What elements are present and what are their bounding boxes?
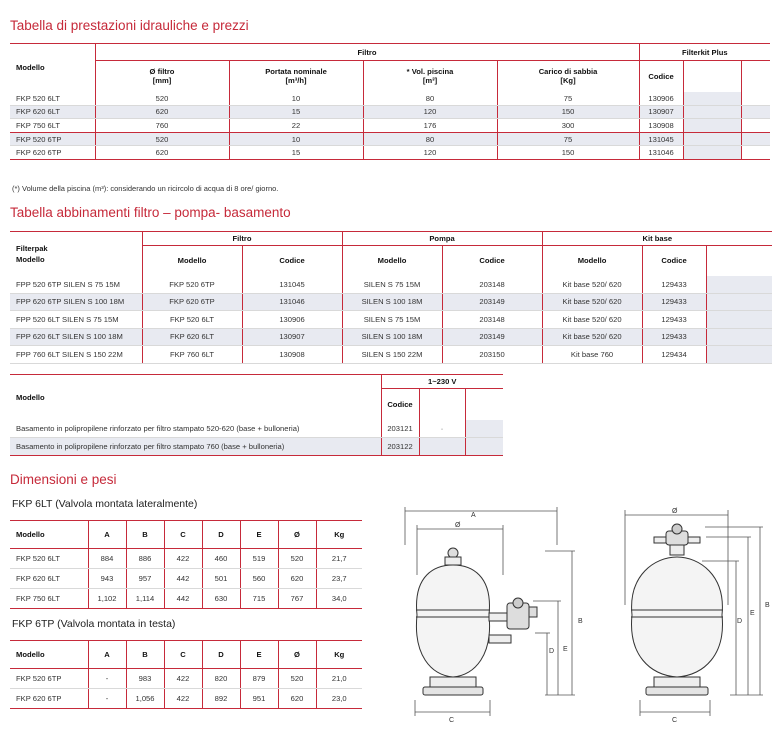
cell-kit-codice: 129433	[642, 276, 706, 294]
dimensions-table-6lt	[10, 520, 362, 609]
cell-pompa-modello: SILEN S 75 15M	[342, 276, 442, 294]
cell-pompa-codice: 203148	[442, 276, 542, 294]
cell-value: FKP 520 6LT	[10, 549, 88, 569]
cell-empty	[706, 293, 772, 311]
group-kit-base: Kit base	[542, 232, 772, 246]
table-row	[10, 328, 772, 346]
cell-empty	[683, 105, 741, 119]
cell-empty	[741, 105, 770, 119]
subtitle-6lt: FKP 6LT (Valvola montata lateralmente)	[12, 498, 198, 510]
performance-table	[10, 43, 770, 160]
dim-e-label: E	[750, 610, 755, 617]
sub-modello: Modello	[142, 246, 242, 276]
group-filterkit: Filterkit Plus	[639, 44, 770, 61]
cell-filterpak: FPP 520 6LT SILEN S 75 15M	[10, 311, 142, 329]
cell-filtro: 520	[95, 132, 229, 146]
cell-value: FKP 520 6TP	[10, 669, 88, 689]
cell-filtro-modello: FKP 520 6TP	[142, 276, 242, 294]
cell-vol: 80	[363, 132, 497, 146]
cell-value: 886	[126, 549, 164, 569]
cell-modello: FKP 750 6LT	[10, 119, 95, 133]
table-row	[10, 346, 772, 364]
col-modello: Modello	[10, 44, 95, 92]
cell-portata: 10	[229, 92, 363, 106]
sub-modello: Modello	[542, 246, 642, 276]
cell-filtro: 520	[95, 92, 229, 106]
table-row	[10, 146, 770, 160]
col-header: Kg	[316, 521, 362, 549]
cell-empty	[683, 146, 741, 160]
cell-value: 820	[202, 669, 240, 689]
cell-filtro-modello: FKP 520 6LT	[142, 311, 242, 329]
cell-value: 21,0	[316, 669, 362, 689]
cell-value: 1,114	[126, 589, 164, 609]
col-header: Ø	[278, 521, 316, 549]
cell-filtro-codice: 130908	[242, 346, 342, 364]
cell-value: FKP 620 6TP	[10, 689, 88, 709]
dim-e-label: E	[563, 646, 568, 653]
cell-empty	[741, 146, 770, 160]
cell-empty	[683, 119, 741, 133]
col-header: Ø	[278, 641, 316, 669]
cell-kit-codice: 129433	[642, 293, 706, 311]
cell-value: 879	[240, 669, 278, 689]
cell-pompa-codice: 203149	[442, 293, 542, 311]
cell-modello: Basamento in polipropilene rinforzato per filtro stampato 520-620 (base + bulloneria)	[10, 420, 381, 438]
table-row	[10, 293, 772, 311]
cell-vol: 176	[363, 119, 497, 133]
cell-filtro-codice: 131046	[242, 293, 342, 311]
cell-value: 21,7	[316, 549, 362, 569]
col-header: D	[202, 641, 240, 669]
table-row	[10, 105, 770, 119]
subtitle-6tp: FKP 6TP (Valvola montata in testa)	[12, 618, 176, 630]
cell-value: 23,0	[316, 689, 362, 709]
table-row	[10, 689, 362, 709]
table-row	[10, 132, 770, 146]
cell-pompa-codice: 203149	[442, 328, 542, 346]
col-header: Modello	[10, 521, 88, 549]
dim-b-label: B	[765, 602, 770, 609]
cell-filterpak: FPP 760 6LT SILEN S 150 22M	[10, 346, 142, 364]
cell-pompa-modello: SILEN S 150 22M	[342, 346, 442, 364]
table-row	[10, 119, 770, 133]
cell-filtro-codice: 131045	[242, 276, 342, 294]
table-row	[10, 569, 362, 589]
sub-codice: Codice	[442, 246, 542, 276]
cell-filterpak: FPP 520 6TP SILEN S 75 15M	[10, 276, 142, 294]
cell-value: 715	[240, 589, 278, 609]
footnote: (*) Volume della piscina (m³): considerando un ricircolo di acqua di 8 ore/ giorno.	[12, 184, 279, 193]
col-header: D	[202, 521, 240, 549]
cell-value: 422	[164, 669, 202, 689]
cell-mark	[419, 438, 465, 456]
dim-c-label: C	[449, 717, 455, 724]
cell-pompa-codice: 203150	[442, 346, 542, 364]
cell-mark: ·	[419, 420, 465, 438]
section-title-prestazioni: Tabella di prestazioni idrauliche e prezzi	[10, 18, 249, 33]
col-codice: Codice	[639, 61, 683, 92]
cell-kit-codice: 129434	[642, 346, 706, 364]
col-carico: Carico di sabbia [Kg]	[497, 61, 639, 92]
cell-value: 442	[164, 589, 202, 609]
cell-value: 892	[202, 689, 240, 709]
table-row	[10, 589, 362, 609]
dim-a-label: A	[471, 512, 476, 519]
cell-value: -	[88, 689, 126, 709]
cell-carico: 75	[497, 92, 639, 106]
cell-filtro-modello: FKP 620 6TP	[142, 293, 242, 311]
cell-value: 34,0	[316, 589, 362, 609]
table-row	[10, 669, 362, 689]
cell-value: 460	[202, 549, 240, 569]
cell-value: 943	[88, 569, 126, 589]
cell-kit-modello: Kit base 760	[542, 346, 642, 364]
cell-empty	[741, 132, 770, 146]
cell-empty	[465, 420, 503, 438]
cell-value: -	[88, 669, 126, 689]
cell-carico: 150	[497, 146, 639, 160]
cell-empty	[706, 346, 772, 364]
cell-pompa-codice: 203148	[442, 311, 542, 329]
cell-vol: 120	[363, 105, 497, 119]
cell-empty	[706, 311, 772, 329]
cell-modello: FKP 620 6LT	[10, 105, 95, 119]
sub-codice: Codice	[642, 246, 706, 276]
group-pompa: Pompa	[342, 232, 542, 246]
table-row	[10, 438, 503, 456]
table-row	[10, 420, 503, 438]
cell-value: 983	[126, 669, 164, 689]
dim-d-label: D	[737, 618, 743, 625]
col-codice: Codice	[381, 389, 419, 420]
cell-portata: 22	[229, 119, 363, 133]
cell-value: 767	[278, 589, 316, 609]
cell-empty	[683, 92, 741, 106]
cell-codice: 131045	[639, 132, 683, 146]
col-header: C	[164, 641, 202, 669]
dim-c-label: C	[672, 717, 678, 724]
cell-vol: 80	[363, 92, 497, 106]
cell-filtro: 760	[95, 119, 229, 133]
cell-value: 1,102	[88, 589, 126, 609]
cell-value: 560	[240, 569, 278, 589]
cell-value: 520	[278, 549, 316, 569]
cell-kit-modello: Kit base 520/ 620	[542, 276, 642, 294]
cell-portata: 15	[229, 146, 363, 160]
cell-value: 519	[240, 549, 278, 569]
cell-codice: 203121	[381, 420, 419, 438]
cell-carico: 150	[497, 105, 639, 119]
cell-filterpak: FPP 620 6TP SILEN S 100 18M	[10, 293, 142, 311]
cell-value: 951	[240, 689, 278, 709]
table-row	[10, 276, 772, 294]
cell-codice: 130906	[639, 92, 683, 106]
cell-empty	[741, 119, 770, 133]
table-row	[10, 311, 772, 329]
cell-value: 620	[278, 569, 316, 589]
cell-empty	[683, 132, 741, 146]
group-voltage: 1~230 V	[381, 375, 503, 389]
cell-empty	[706, 328, 772, 346]
table-row	[10, 92, 770, 106]
col-vol: * Vol. piscina [m³]	[363, 61, 497, 92]
section-title-abbinamenti: Tabella abbinamenti filtro – pompa- basamento	[10, 205, 291, 220]
col-modello: Modello	[10, 375, 381, 420]
cell-filtro-modello: FKP 620 6LT	[142, 328, 242, 346]
group-filtro: Filtro	[95, 44, 639, 61]
col-filtro: Ø filtro [mm]	[95, 61, 229, 92]
cell-filtro-modello: FKP 760 6LT	[142, 346, 242, 364]
col-header: A	[88, 641, 126, 669]
cell-kit-modello: Kit base 520/ 620	[542, 328, 642, 346]
col-header: E	[240, 641, 278, 669]
cell-value: 520	[278, 669, 316, 689]
dim-o-label: Ø	[455, 522, 461, 529]
cell-codice: 203122	[381, 438, 419, 456]
col-header: C	[164, 521, 202, 549]
cell-filtro: 620	[95, 146, 229, 160]
cell-empty	[465, 438, 503, 456]
cell-modello: FKP 620 6TP	[10, 146, 95, 160]
section-title-dimensioni: Dimensioni e pesi	[10, 472, 117, 487]
cell-modello: FKP 520 6LT	[10, 92, 95, 106]
filter-top-valve-drawing	[610, 505, 775, 725]
table-row	[10, 549, 362, 569]
cell-kit-codice: 129433	[642, 328, 706, 346]
cell-filtro: 620	[95, 105, 229, 119]
cell-carico: 300	[497, 119, 639, 133]
cell-value: 501	[202, 569, 240, 589]
combination-table	[10, 231, 772, 364]
cell-kit-codice: 129433	[642, 311, 706, 329]
filter-side-valve-drawing	[395, 505, 595, 725]
cell-value: FKP 750 6LT	[10, 589, 88, 609]
cell-empty	[741, 92, 770, 106]
col-header: Kg	[316, 641, 362, 669]
sub-modello: Modello	[342, 246, 442, 276]
cell-portata: 15	[229, 105, 363, 119]
col-header: B	[126, 521, 164, 549]
col-header: A	[88, 521, 126, 549]
cell-value: 884	[88, 549, 126, 569]
sub-codice: Codice	[242, 246, 342, 276]
cell-modello: Basamento in polipropilene rinforzato per filtro stampato 760 (base + bulloneria)	[10, 438, 381, 456]
cell-kit-modello: Kit base 520/ 620	[542, 293, 642, 311]
cell-value: 630	[202, 589, 240, 609]
cell-kit-modello: Kit base 520/ 620	[542, 311, 642, 329]
dimensions-table-6tp	[10, 640, 362, 709]
cell-codice: 130907	[639, 105, 683, 119]
col-header: Modello	[10, 641, 88, 669]
cell-pompa-modello: SILEN S 75 15M	[342, 311, 442, 329]
cell-value: 957	[126, 569, 164, 589]
group-filtro: Filtro	[142, 232, 342, 246]
cell-carico: 75	[497, 132, 639, 146]
cell-value: 23,7	[316, 569, 362, 589]
cell-pompa-modello: SILEN S 100 18M	[342, 328, 442, 346]
cell-value: 422	[164, 549, 202, 569]
cell-modello: FKP 520 6TP	[10, 132, 95, 146]
cell-value: 422	[164, 689, 202, 709]
dim-b-label: B	[578, 618, 583, 625]
cell-portata: 10	[229, 132, 363, 146]
cell-codice: 130908	[639, 119, 683, 133]
cell-value: FKP 620 6LT	[10, 569, 88, 589]
cell-vol: 120	[363, 146, 497, 160]
cell-codice: 131046	[639, 146, 683, 160]
base-table	[10, 374, 503, 456]
col-portata: Portata nominale [m³/h]	[229, 61, 363, 92]
col-header: B	[126, 641, 164, 669]
cell-pompa-modello: SILEN S 100 18M	[342, 293, 442, 311]
table-header-row	[10, 521, 362, 549]
cell-empty	[706, 276, 772, 294]
col-filterpak: Filterpak Modello	[10, 232, 142, 276]
dim-d-label: D	[549, 648, 555, 655]
cell-value: 442	[164, 569, 202, 589]
cell-filterpak: FPP 620 6LT SILEN S 100 18M	[10, 328, 142, 346]
table-header-row	[10, 641, 362, 669]
cell-value: 620	[278, 689, 316, 709]
cell-value: 1,056	[126, 689, 164, 709]
col-header: E	[240, 521, 278, 549]
cell-filtro-codice: 130906	[242, 311, 342, 329]
dim-o-label: Ø	[672, 508, 678, 515]
cell-filtro-codice: 130907	[242, 328, 342, 346]
